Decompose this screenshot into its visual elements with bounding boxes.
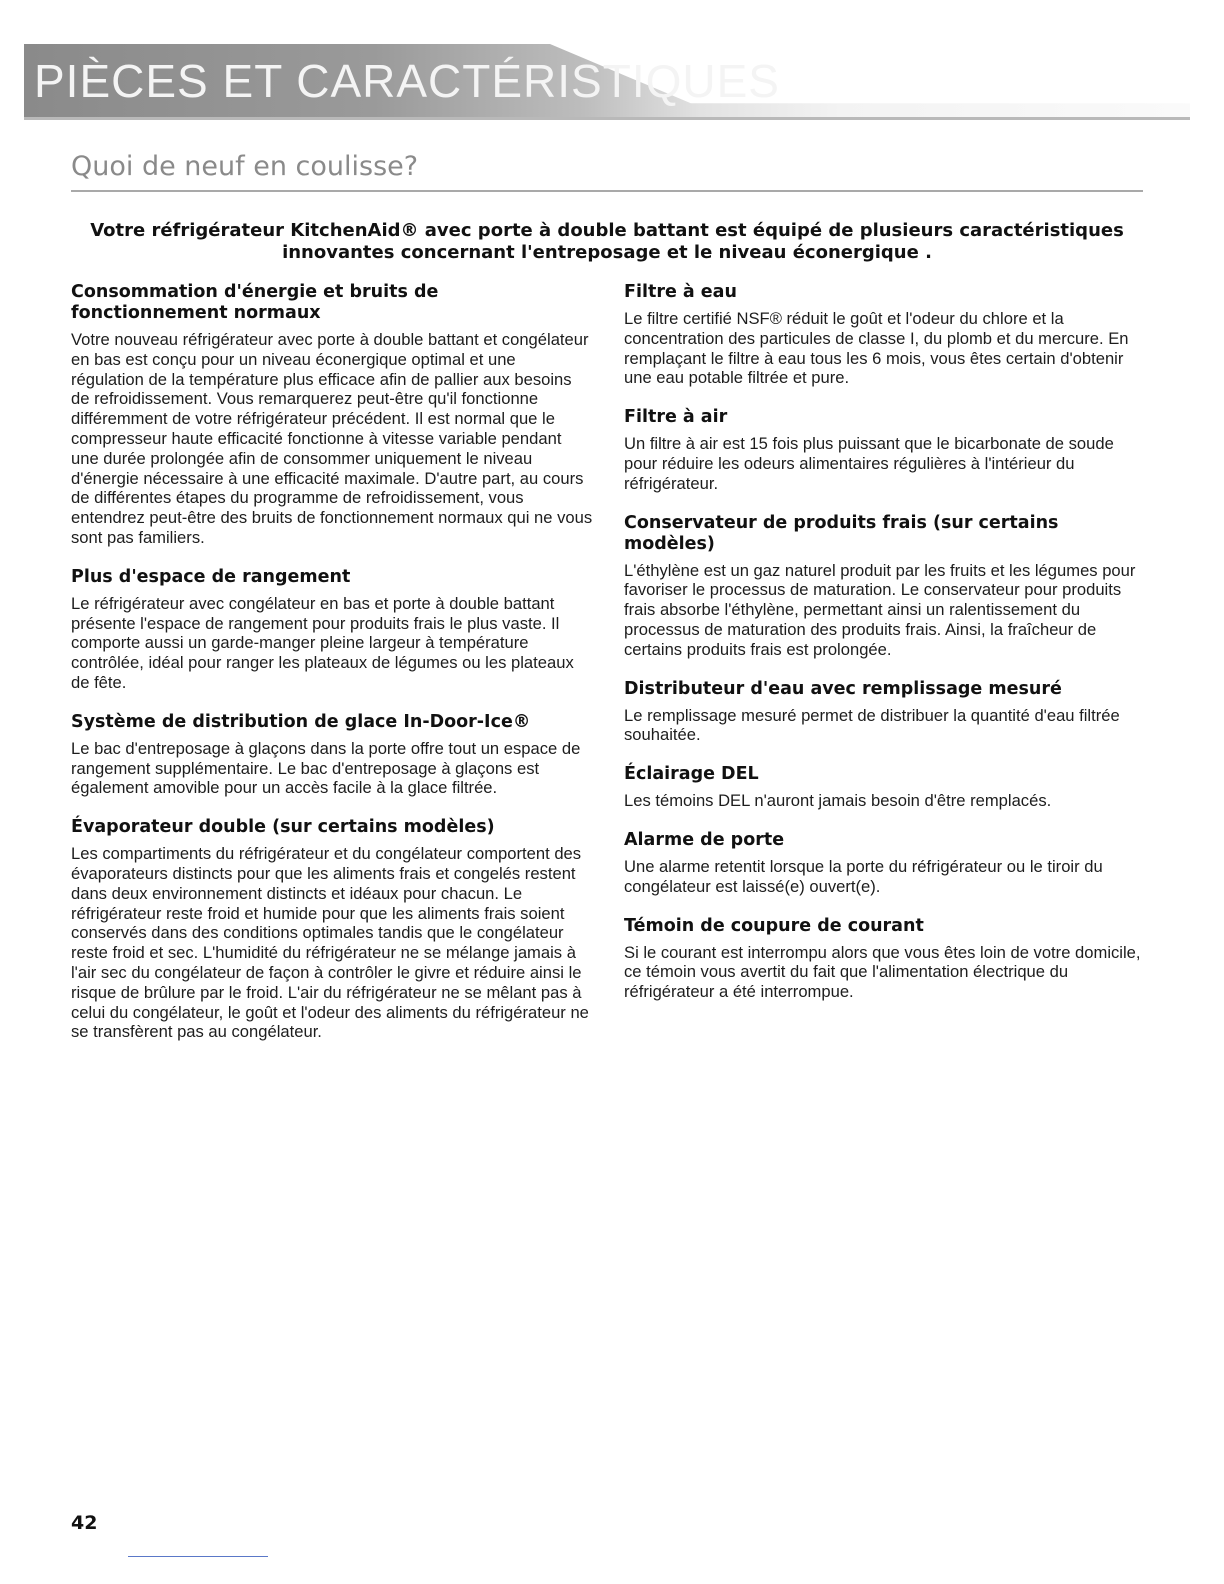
intro-statement: Votre réfrigérateur KitchenAid® avec porte à double battant est équipé de plusieurs caractéristiques innovantes concernant l'entreposage et le niveau éconergique . — [90, 220, 1124, 263]
banner-title: PIÈCES ET CARACTÉRISTIQUES — [34, 55, 780, 107]
feature-air-filter — [624, 407, 1144, 493]
feature-body: Votre nouveau réfrigérateur avec porte à double battant et congélateur en bas est conçu pour un niveau éconergique optimal et une régulation de la température plus efficace afin de pallier aux besoins de refroidissement. Vous remarquerez peut-être qu'il fonctionne différemment de votre réfrigérateur précédent. Il est normal que le compresseur haute efficacité fonctionne à vitesse variable pendant une durée prolongée afin de consommer uniquement le niveau d'énergie nécessaire à une efficacité maximale. D'autre part, au cours de différentes étapes du programme de refroidissement, vous entendrez peut-être des bruits de fonctionnement normaux qui ne vous sont pas familiers. — [71, 330, 593, 547]
section-title: Quoi de neuf en coulisse? — [71, 151, 419, 182]
feature-body: Le remplissage mesuré permet de distribuer la quantité d'eau filtrée souhaitée. — [624, 705, 1120, 745]
feature-body: Le réfrigérateur avec congélateur en bas et porte à double battant présente l'espace de rangement pour produits frais le plus vaste. Il comporte aussi un garde-manger pleine largeur à température contrôlée, idéal pour ranger les plateaux de légumes ou les plateaux de fête. — [71, 593, 574, 692]
feature-led-lighting — [624, 764, 1144, 811]
feature-body: Si le courant est interrompu alors que vous êtes loin de votre domicile, ce témoin vous avertit du fait que l'alimentation électrique du réfrigérateur a été interrompue. — [624, 942, 1141, 1002]
feature-measured-fill — [624, 679, 1144, 746]
feature-energy-noise — [71, 282, 593, 548]
feature-power-loss — [624, 916, 1144, 1002]
feature-heading: Conservateur de produits frais (sur certains modèles) — [624, 512, 1059, 554]
feature-heading: Filtre à air — [624, 407, 728, 428]
feature-body: L'éthylène est un gaz naturel produit par les fruits et les légumes pour favoriser le processus de maturation. Le conservateur pour produits frais absorbe l'éthylène, permettant ainsi un ralentissement du processus de maturation des produits frais. Ainsi, la fraîcheur de certains produits frais est prolongée. — [624, 560, 1136, 659]
feature-body: Le bac d'entreposage à glaçons dans la porte offre tout un espace de rangement supplémentaire. Le bac d'entreposage à glaçons est également amovible pour un accès facile à la glace filtrée. — [71, 738, 581, 798]
feature-heading: Plus d'espace de rangement — [71, 566, 351, 587]
feature-heading: Alarme de porte — [624, 829, 785, 850]
feature-heading: Consommation d'énergie et bruits de fonctionnement normaux — [71, 282, 439, 323]
feature-heading: Système de distribution de glace In-Door-Ice® — [71, 711, 531, 732]
feature-heading: Témoin de coupure de courant — [624, 915, 924, 936]
feature-heading: Distributeur d'eau avec remplissage mesuré — [624, 678, 1062, 699]
feature-dual-evaporator — [71, 817, 593, 1042]
feature-heading: Évaporateur double (sur certains modèles) — [71, 817, 495, 838]
feature-produce-preserver — [624, 513, 1144, 660]
feature-heading: Filtre à eau — [624, 282, 737, 302]
feature-in-door-ice — [71, 712, 593, 798]
banner-underline — [24, 117, 1190, 120]
left-column — [71, 282, 593, 1061]
feature-body: Le filtre certifié NSF® réduit le goût et l'odeur du chlore et la concentration des particules de classe I, du plomb et du mercure. En remplaçant le filtre à eau tous les 6 mois, vous êtes certain d'obtenir une eau potable filtrée et pure. — [624, 309, 1129, 388]
footer-link-line — [128, 1556, 268, 1557]
section-divider — [71, 190, 1143, 192]
feature-body: Les compartiments du réfrigérateur et du congélateur comportent des évaporateurs distincts pour que les aliments frais et congelés restent dans deux environnement distincts et idéaux pour chacun. Le réfrigérateur reste froid et humide pour que les aliments frais soient conservés dans des conditions optimales tandis que le congélateur reste froid et sec. L'humidité du réfrigérateur ne se mélange jamais à l'air sec du congélateur de façon à contrôler le givre et réduire ainsi le risque de brûlure par le froid. L'air du réfrigérateur ne se mêlant pas à celui du congélateur, le goût et l'odeur des aliments du réfrigérateur ne se transfèrent pas au congélateur. — [71, 844, 589, 1042]
feature-storage-space — [71, 567, 593, 693]
feature-door-alarm — [624, 830, 1144, 897]
header-banner — [24, 44, 1190, 120]
feature-body: Les témoins DEL n'auront jamais besoin d'être remplacés. — [624, 791, 1052, 811]
feature-heading: Éclairage DEL — [624, 764, 759, 785]
right-column — [624, 282, 1144, 1021]
feature-water-filter — [624, 282, 1144, 388]
feature-body: Une alarme retentit lorsque la porte du réfrigérateur ou le tiroir du congélateur est laissé(e) ouvert(e). — [624, 856, 1103, 896]
feature-body: Un filtre à air est 15 fois plus puissant que le bicarbonate de soude pour réduire les odeurs alimentaires régulières à l'intérieur du réfrigérateur. — [624, 434, 1114, 493]
page-number: 42 — [71, 1512, 98, 1534]
